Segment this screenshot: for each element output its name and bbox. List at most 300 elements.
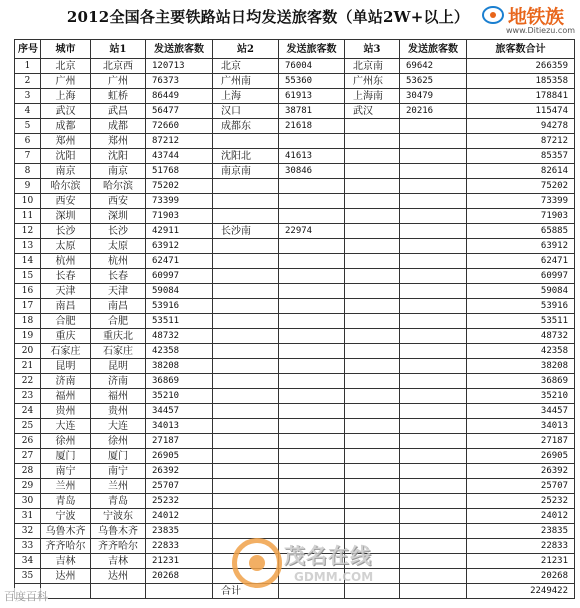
table-cell: 22833 — [146, 539, 213, 554]
watermark-ring-icon — [232, 538, 282, 588]
table-cell: 成都东 — [213, 119, 279, 134]
table-cell — [400, 254, 467, 269]
table-cell: 73399 — [467, 194, 575, 209]
table-cell: 厦门 — [91, 449, 146, 464]
table-cell — [345, 149, 400, 164]
table-cell — [279, 194, 345, 209]
table-row — [15, 374, 575, 389]
table-cell: 南京 — [91, 164, 146, 179]
table-cell — [213, 404, 279, 419]
table-cell — [279, 494, 345, 509]
table-cell: 33 — [15, 539, 41, 554]
table-cell: 北京南 — [345, 59, 400, 74]
table-cell: 上海 — [41, 89, 91, 104]
table-cell: 25707 — [467, 479, 575, 494]
table-row — [15, 404, 575, 419]
table-cell: 76373 — [146, 74, 213, 89]
table-cell — [400, 524, 467, 539]
table-cell: 乌鲁木齐 — [91, 524, 146, 539]
table-cell: 24012 — [467, 509, 575, 524]
table-cell: 吉林 — [41, 554, 91, 569]
table-cell: 10 — [15, 194, 41, 209]
table-row — [15, 164, 575, 179]
table-cell: 42911 — [146, 224, 213, 239]
table-cell: 成都 — [91, 119, 146, 134]
table-cell — [400, 359, 467, 374]
table-cell: 25232 — [146, 494, 213, 509]
table-cell: 27187 — [146, 434, 213, 449]
table-row — [15, 194, 575, 209]
table-cell: 29 — [15, 479, 41, 494]
table-cell: 福州 — [91, 389, 146, 404]
table-cell: 18 — [15, 314, 41, 329]
table-cell: 53625 — [400, 74, 467, 89]
table-cell — [400, 314, 467, 329]
table-cell: 59084 — [146, 284, 213, 299]
table-cell: 4 — [15, 104, 41, 119]
table-cell — [400, 569, 467, 584]
table-cell — [345, 254, 400, 269]
table-row — [15, 464, 575, 479]
table-cell: 7 — [15, 149, 41, 164]
table-cell: 21231 — [467, 554, 575, 569]
header-cell: 序号 — [15, 40, 41, 59]
table-cell: 82614 — [467, 164, 575, 179]
table-row — [15, 254, 575, 269]
table-cell: 北京西 — [91, 59, 146, 74]
table-cell — [345, 284, 400, 299]
table-cell: 41613 — [279, 149, 345, 164]
table-cell: 42358 — [467, 344, 575, 359]
table-cell — [213, 284, 279, 299]
table-cell — [400, 284, 467, 299]
station-passenger-table — [14, 39, 575, 599]
table-cell — [345, 389, 400, 404]
table-cell: 汉口 — [213, 104, 279, 119]
table-cell — [400, 539, 467, 554]
table-cell: 22 — [15, 374, 41, 389]
table-cell: 长春 — [91, 269, 146, 284]
table-cell — [345, 269, 400, 284]
table-cell — [400, 194, 467, 209]
logo-text: 地铁族 — [508, 6, 564, 28]
table-cell: 昆明 — [91, 359, 146, 374]
table-cell: 成都 — [41, 119, 91, 134]
table-cell: 郑州 — [41, 134, 91, 149]
table-cell — [400, 389, 467, 404]
table-cell: 徐州 — [41, 434, 91, 449]
table-cell: 23835 — [146, 524, 213, 539]
table-cell: 11 — [15, 209, 41, 224]
table-cell — [213, 269, 279, 284]
table-cell — [213, 434, 279, 449]
table-cell — [345, 494, 400, 509]
table-cell: 哈尔滨 — [91, 179, 146, 194]
table-cell: 广州 — [41, 74, 91, 89]
table-cell: 26 — [15, 434, 41, 449]
table-cell: 34 — [15, 554, 41, 569]
table-cell: 5 — [15, 119, 41, 134]
table-cell: 合计 — [213, 584, 279, 599]
table-cell: 53511 — [467, 314, 575, 329]
table-cell — [213, 254, 279, 269]
table-row — [15, 329, 575, 344]
table-cell: 合肥 — [41, 314, 91, 329]
table-cell: 9 — [15, 179, 41, 194]
table-cell — [345, 404, 400, 419]
table-row — [15, 89, 575, 104]
table-cell: 31 — [15, 509, 41, 524]
table-cell: 48732 — [467, 329, 575, 344]
logo-url: www.Ditiezu.com — [506, 26, 575, 35]
table-cell — [279, 479, 345, 494]
table-cell: 61913 — [279, 89, 345, 104]
table-cell — [400, 179, 467, 194]
header-cell: 站2 — [213, 40, 279, 59]
table-row — [15, 224, 575, 239]
table-cell: 深圳 — [91, 209, 146, 224]
table-cell: 86449 — [146, 89, 213, 104]
table-cell: 26905 — [467, 449, 575, 464]
table-cell — [400, 479, 467, 494]
table-cell — [400, 209, 467, 224]
table-cell: 22974 — [279, 224, 345, 239]
table-row — [15, 359, 575, 374]
table-cell — [345, 479, 400, 494]
table-cell: 36869 — [467, 374, 575, 389]
table-cell — [345, 374, 400, 389]
table-cell: 2 — [15, 74, 41, 89]
table-cell — [345, 509, 400, 524]
table-cell: 天津 — [91, 284, 146, 299]
table-cell — [213, 389, 279, 404]
table-cell: 53916 — [146, 299, 213, 314]
table-cell: 21618 — [279, 119, 345, 134]
table-cell: 宁波东 — [91, 509, 146, 524]
header-cell: 发送旅客数 — [146, 40, 213, 59]
table-cell: 53916 — [467, 299, 575, 314]
table-cell: 26905 — [146, 449, 213, 464]
table-cell — [279, 284, 345, 299]
table-cell: 北京 — [213, 59, 279, 74]
table-cell — [279, 269, 345, 284]
table-cell: 72660 — [146, 119, 213, 134]
table-cell: 35 — [15, 569, 41, 584]
table-cell: 乌鲁木齐 — [41, 524, 91, 539]
table-cell: 25232 — [467, 494, 575, 509]
table-cell — [400, 299, 467, 314]
table-cell — [400, 149, 467, 164]
table-cell: 21231 — [146, 554, 213, 569]
table-cell: 吉林 — [91, 554, 146, 569]
table-cell: 27 — [15, 449, 41, 464]
table-cell: 合肥 — [91, 314, 146, 329]
table-cell: 178841 — [467, 89, 575, 104]
table-cell: 62471 — [146, 254, 213, 269]
table-cell: 长沙南 — [213, 224, 279, 239]
table-cell: 23 — [15, 389, 41, 404]
table-cell: 120713 — [146, 59, 213, 74]
ditiezu-logo-icon — [482, 6, 504, 24]
table-cell: 65885 — [467, 224, 575, 239]
table-cell: 73399 — [146, 194, 213, 209]
table-cell: 长春 — [41, 269, 91, 284]
table-cell: 34013 — [467, 419, 575, 434]
table-cell: 51768 — [146, 164, 213, 179]
table-cell — [213, 344, 279, 359]
table-row — [15, 59, 575, 74]
table-cell — [345, 194, 400, 209]
table-cell: 青岛 — [91, 494, 146, 509]
header-cell: 站1 — [91, 40, 146, 59]
table-cell: 6 — [15, 134, 41, 149]
table-cell — [345, 464, 400, 479]
table-cell — [213, 299, 279, 314]
table-cell: 南宁 — [41, 464, 91, 479]
header-cell: 发送旅客数 — [400, 40, 467, 59]
table-cell — [41, 584, 91, 599]
table-cell: 广州东 — [345, 74, 400, 89]
table-cell — [279, 419, 345, 434]
table-cell — [345, 134, 400, 149]
table-cell — [279, 299, 345, 314]
table-cell — [400, 434, 467, 449]
table-cell: 武汉 — [41, 104, 91, 119]
baike-watermark: 百度百科 — [4, 590, 48, 603]
table-row — [15, 509, 575, 524]
table-cell: 115474 — [467, 104, 575, 119]
table-cell: 上海南 — [345, 89, 400, 104]
table-cell: 北京 — [41, 59, 91, 74]
table-cell: 38208 — [467, 359, 575, 374]
table-row — [15, 299, 575, 314]
ditiezu-logo — [480, 2, 578, 38]
table-cell: 石家庄 — [41, 344, 91, 359]
table-row — [15, 119, 575, 134]
table-cell: 南京南 — [213, 164, 279, 179]
table-cell: 25 — [15, 419, 41, 434]
table-cell: 20268 — [146, 569, 213, 584]
table-cell: 75202 — [467, 179, 575, 194]
table-cell — [345, 434, 400, 449]
table-cell: 南昌 — [41, 299, 91, 314]
header-cell: 城市 — [41, 40, 91, 59]
table-cell: 55360 — [279, 74, 345, 89]
table-cell: 266359 — [467, 59, 575, 74]
table-cell: 34457 — [467, 404, 575, 419]
table-cell — [213, 359, 279, 374]
table-cell: 虹桥 — [91, 89, 146, 104]
table-cell: 石家庄 — [91, 344, 146, 359]
table-cell: 69642 — [400, 59, 467, 74]
table-cell — [213, 449, 279, 464]
table-cell — [345, 419, 400, 434]
table-cell: 长沙 — [41, 224, 91, 239]
table-cell: 63912 — [146, 239, 213, 254]
table-cell: 27187 — [467, 434, 575, 449]
table-cell — [279, 179, 345, 194]
table-cell: 76004 — [279, 59, 345, 74]
table-cell: 1 — [15, 59, 41, 74]
table-cell: 南宁 — [91, 464, 146, 479]
table-cell — [279, 464, 345, 479]
table-cell: 30 — [15, 494, 41, 509]
table-row — [15, 494, 575, 509]
table-cell — [279, 449, 345, 464]
header-cell: 旅客数合计 — [467, 40, 575, 59]
page-title: 2012全国各主要铁路站日均发送旅客数（单站2W+以上） — [66, 8, 470, 26]
table-cell: 深圳 — [41, 209, 91, 224]
table-cell: 43744 — [146, 149, 213, 164]
table-cell: 徐州 — [91, 434, 146, 449]
table-cell: 87212 — [467, 134, 575, 149]
table-cell: 22833 — [467, 539, 575, 554]
table-row — [15, 389, 575, 404]
table-row — [15, 449, 575, 464]
table-row — [15, 179, 575, 194]
table-cell: 济南 — [91, 374, 146, 389]
table-cell: 71903 — [467, 209, 575, 224]
table-cell — [400, 419, 467, 434]
table-cell — [146, 584, 213, 599]
table-cell: 武汉 — [345, 104, 400, 119]
table-cell — [400, 374, 467, 389]
table-cell: 30479 — [400, 89, 467, 104]
table-row — [15, 149, 575, 164]
table-row — [15, 134, 575, 149]
table-cell: 厦门 — [41, 449, 91, 464]
table-row — [15, 344, 575, 359]
table-cell: 大连 — [91, 419, 146, 434]
table-cell — [213, 239, 279, 254]
table-cell — [345, 119, 400, 134]
table-row — [15, 479, 575, 494]
table-cell: 185358 — [467, 74, 575, 89]
table-cell: 38208 — [146, 359, 213, 374]
table-cell — [345, 449, 400, 464]
table-cell: 34457 — [146, 404, 213, 419]
table-cell: 宁波 — [41, 509, 91, 524]
table-cell: 23835 — [467, 524, 575, 539]
table-cell — [213, 329, 279, 344]
table-cell: 天津 — [41, 284, 91, 299]
table-cell: 15 — [15, 269, 41, 284]
table-cell: 48732 — [146, 329, 213, 344]
table-cell — [345, 239, 400, 254]
table-cell: 长沙 — [91, 224, 146, 239]
table-cell: 3 — [15, 89, 41, 104]
table-cell — [279, 389, 345, 404]
table-cell: 12 — [15, 224, 41, 239]
table-cell: 28 — [15, 464, 41, 479]
table-cell — [400, 134, 467, 149]
table-cell: 87212 — [146, 134, 213, 149]
header-cell: 发送旅客数 — [279, 40, 345, 59]
table-cell: 杭州 — [91, 254, 146, 269]
table-cell: 20268 — [467, 569, 575, 584]
table-cell: 35210 — [146, 389, 213, 404]
table-cell: 南京 — [41, 164, 91, 179]
table-cell: 60997 — [467, 269, 575, 284]
table-cell: 福州 — [41, 389, 91, 404]
table-cell — [279, 239, 345, 254]
table-cell: 南昌 — [91, 299, 146, 314]
table-cell — [279, 329, 345, 344]
table-cell: 35210 — [467, 389, 575, 404]
table-cell: 8 — [15, 164, 41, 179]
table-cell — [345, 314, 400, 329]
table-cell: 兰州 — [91, 479, 146, 494]
table-cell: 沈阳 — [41, 149, 91, 164]
table-cell: 济南 — [41, 374, 91, 389]
table-cell — [213, 374, 279, 389]
table-cell: 武昌 — [91, 104, 146, 119]
table-cell — [213, 134, 279, 149]
table-row — [15, 434, 575, 449]
table-cell: 85357 — [467, 149, 575, 164]
table-cell — [213, 194, 279, 209]
table-cell — [400, 509, 467, 524]
table-cell — [400, 404, 467, 419]
table-row — [15, 104, 575, 119]
table-cell — [279, 209, 345, 224]
table-cell — [345, 299, 400, 314]
table-cell: 太原 — [41, 239, 91, 254]
table-cell — [213, 209, 279, 224]
table-cell — [91, 584, 146, 599]
table-cell: 25707 — [146, 479, 213, 494]
table-cell: 14 — [15, 254, 41, 269]
table-cell: 62471 — [467, 254, 575, 269]
table-cell: 42358 — [146, 344, 213, 359]
table-cell — [345, 224, 400, 239]
table-cell: 重庆北 — [91, 329, 146, 344]
table-cell — [279, 314, 345, 329]
table-cell — [213, 494, 279, 509]
table-cell: 24 — [15, 404, 41, 419]
table-row — [15, 284, 575, 299]
table-cell: 71903 — [146, 209, 213, 224]
table-cell: 75202 — [146, 179, 213, 194]
table-cell — [345, 359, 400, 374]
table-cell: 西安 — [91, 194, 146, 209]
table-cell: 30846 — [279, 164, 345, 179]
table-cell: 西安 — [41, 194, 91, 209]
table-cell: 20 — [15, 344, 41, 359]
table-cell: 重庆 — [41, 329, 91, 344]
table-cell — [345, 179, 400, 194]
table-cell — [400, 449, 467, 464]
table-cell: 24012 — [146, 509, 213, 524]
table-row — [15, 269, 575, 284]
table-cell: 32 — [15, 524, 41, 539]
table-cell — [345, 344, 400, 359]
table-cell: 大连 — [41, 419, 91, 434]
table-row — [15, 209, 575, 224]
table-cell: 贵州 — [41, 404, 91, 419]
table-cell: 94278 — [467, 119, 575, 134]
table-cell — [400, 329, 467, 344]
table-cell: 36869 — [146, 374, 213, 389]
table-cell: 贵州 — [91, 404, 146, 419]
table-cell — [345, 209, 400, 224]
table-cell: 63912 — [467, 239, 575, 254]
header-cell: 站3 — [345, 40, 400, 59]
table-cell — [279, 434, 345, 449]
table-cell: 20216 — [400, 104, 467, 119]
table-cell: 齐齐哈尔 — [41, 539, 91, 554]
table-row — [15, 239, 575, 254]
